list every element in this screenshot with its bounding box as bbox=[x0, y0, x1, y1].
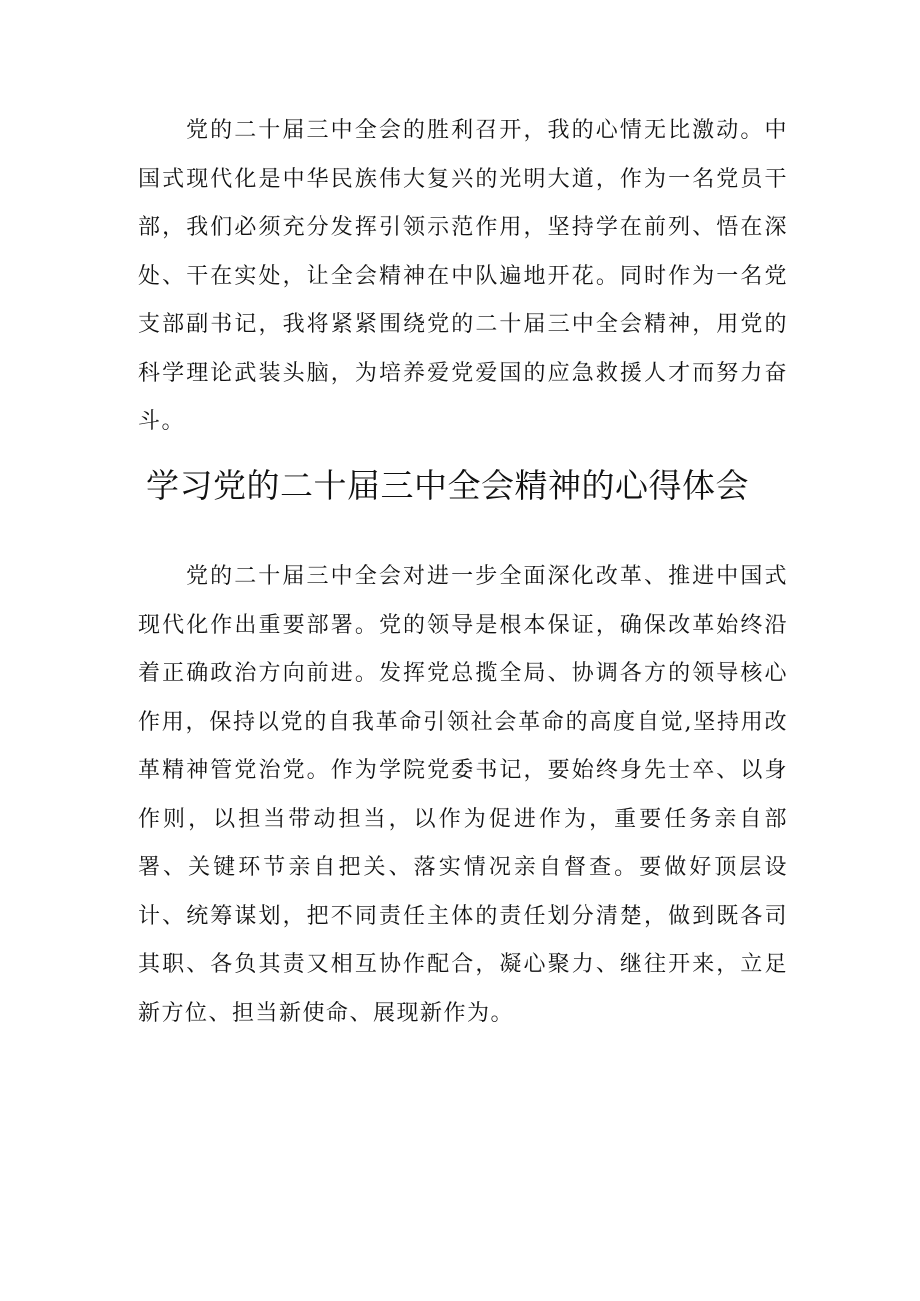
paragraph-reflection: 党的二十届三中全会的胜利召开，我的心情无比激动。中国式现代化是中华民族伟大复兴的光明大道，作为一名党员干部，我们必须充分发挥引领示范作用，坚持学在前列、悟在深处、干在实处，让全会精神在中队遍地开花。同时作为一名党支部副书记，我将紧紧围绕党的二十届三中全会精神，用党的科学理论武装头脑，为培养爱党爱国的应急救援人才而努力奋斗。 bbox=[138, 118, 788, 434]
section-heading: 学习党的二十届三中全会精神的心得体会 bbox=[146, 466, 749, 505]
paragraph-experience: 党的二十届三中全会对进一步全面深化改革、推进中国式现代化作出重要部署。党的领导是根本保证，确保改革始终沿着正确政治方向前进。发挥党总揽全局、协调各方的领导核心作用，保持以党的自我革命引领社会革命的高度自觉,坚持用改革精神管党治党。作为学院党委书记，要始终身先士卒、以身作则，以担当带动担当，以作为促进作为，重要任务亲自部署、关键环节亲自把关、落实情况亲自督查。要做好顶层设计、统筹谋划，把不同责任主体的责任划分清楚，做到既各司其职、各负其责又相互协作配合，凝心聚力、继往开来，立足新方位、担当新使命、展现新作为。 bbox=[138, 564, 788, 1026]
